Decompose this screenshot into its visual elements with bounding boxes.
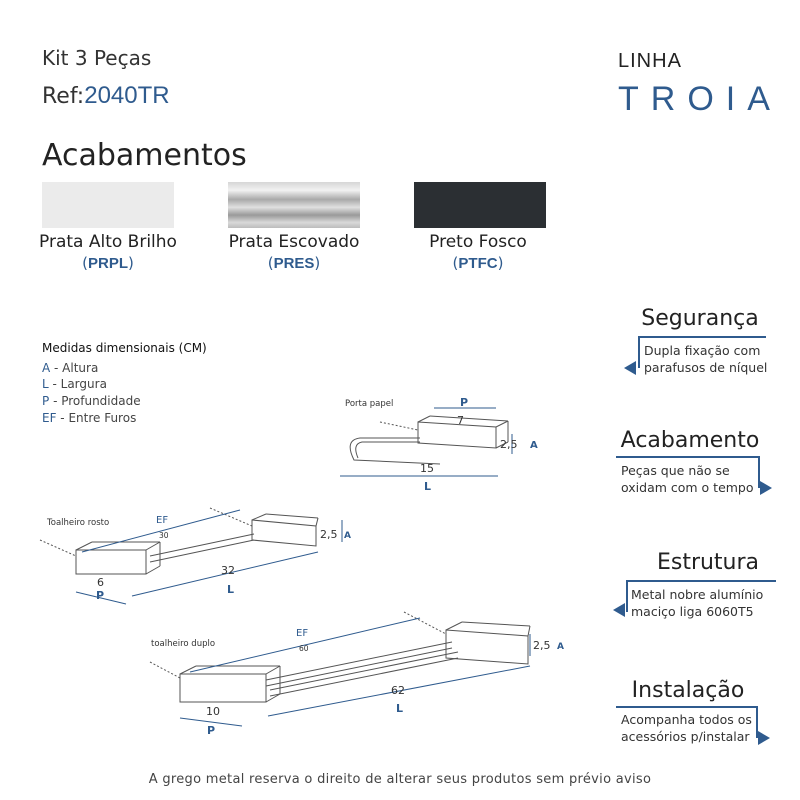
toalheiro-duplo-a: A: [557, 642, 564, 652]
toalheiro-rosto-ef: EF: [156, 515, 169, 526]
feature-text-acabamento: Peças que não se oxidam com o tempo: [621, 463, 754, 495]
arrow-right-icon: [760, 481, 772, 495]
legend-entre-furos: EF - Entre Furos: [42, 411, 137, 425]
legend-altura: A - Altura: [42, 361, 99, 375]
toalheiro-duplo-l: L: [396, 702, 404, 715]
finish-code-2: (PRES): [267, 254, 321, 272]
feature-title-estrutura: Estrutura: [656, 550, 760, 575]
toalheiro-duplo-p: P: [207, 724, 216, 737]
toalheiro-duplo-a-value: 2,5: [533, 639, 551, 652]
toalheiro-rosto-p: P: [96, 589, 105, 602]
porta-papel-l-value: 15: [420, 462, 434, 475]
arrow-right-icon: [758, 731, 770, 745]
technical-drawings: [0, 380, 600, 760]
feature-text-estrutura: Metal nobre alumínio maciço liga 6060T5: [631, 587, 764, 619]
swatch-preto-fosco: [414, 182, 546, 228]
finish-name-3: Preto Fosco: [429, 232, 527, 252]
porta-papel-a-value: 2,5: [500, 438, 518, 451]
line-name: TROIA: [618, 80, 782, 118]
finish-code-3: (PTFC): [452, 254, 504, 272]
arrow-left-icon: [624, 361, 636, 375]
ref-code: 2040TR: [84, 82, 170, 109]
porta-papel-a: A: [530, 440, 538, 451]
toalheiro-rosto-l: L: [227, 583, 235, 596]
legend-largura: L - Largura: [42, 377, 107, 391]
toalheiro-duplo-label: toalheiro duplo: [151, 639, 216, 649]
porta-papel-p-value: 7: [457, 414, 464, 427]
finish-code-1: (PRPL): [82, 254, 134, 272]
toalheiro-duplo-ef: EF: [296, 628, 309, 639]
arrow-left-icon: [613, 603, 625, 617]
feature-text-seguranca: Dupla fixação com parafusos de níquel: [644, 343, 768, 375]
finish-name-1: Prata Alto Brilho: [39, 232, 177, 252]
linha-label: LINHA: [618, 50, 682, 72]
kit-label: Kit 3 Peças: [42, 46, 152, 70]
swatch-prata-alto-brilho: [42, 182, 174, 228]
toalheiro-rosto-label: Toalheiro rosto: [47, 518, 110, 528]
toalheiro-rosto-l-value: 32: [221, 564, 235, 577]
finish-name-2: Prata Escovado: [228, 232, 360, 252]
legend-profundidade: P - Profundidade: [42, 394, 141, 408]
finishes-title: Acabamentos: [42, 138, 247, 173]
ref-line: [42, 82, 170, 110]
ref-prefix: Ref:: [42, 84, 85, 109]
toalheiro-rosto-a: A: [344, 531, 351, 541]
toalheiro-duplo-p-value: 10: [206, 705, 220, 718]
feature-title-acabamento: Acabamento: [620, 428, 760, 453]
toalheiro-duplo-ef-value: 60: [299, 644, 309, 653]
feature-title-seguranca: Segurança: [641, 306, 759, 331]
porta-papel-p: P: [460, 396, 469, 409]
toalheiro-duplo-l-value: 62: [391, 684, 405, 697]
porta-papel-label: Porta papel: [345, 399, 394, 409]
dimensions-title: Medidas dimensionais (CM): [42, 341, 207, 355]
toalheiro-rosto-ef-value: 30: [159, 531, 169, 540]
toalheiro-rosto-p-value: 6: [97, 576, 104, 589]
feature-title-instalacao: Instalação: [631, 678, 745, 703]
feature-text-instalacao: Acompanha todos os acessórios p/instalar: [621, 712, 752, 744]
footer-disclaimer: A grego metal reserva o direito de alterar seus produtos sem prévio aviso: [148, 772, 652, 787]
swatch-prata-escovado: [228, 182, 360, 228]
porta-papel-l: L: [424, 480, 432, 493]
toalheiro-rosto-a-value: 2,5: [320, 528, 338, 541]
